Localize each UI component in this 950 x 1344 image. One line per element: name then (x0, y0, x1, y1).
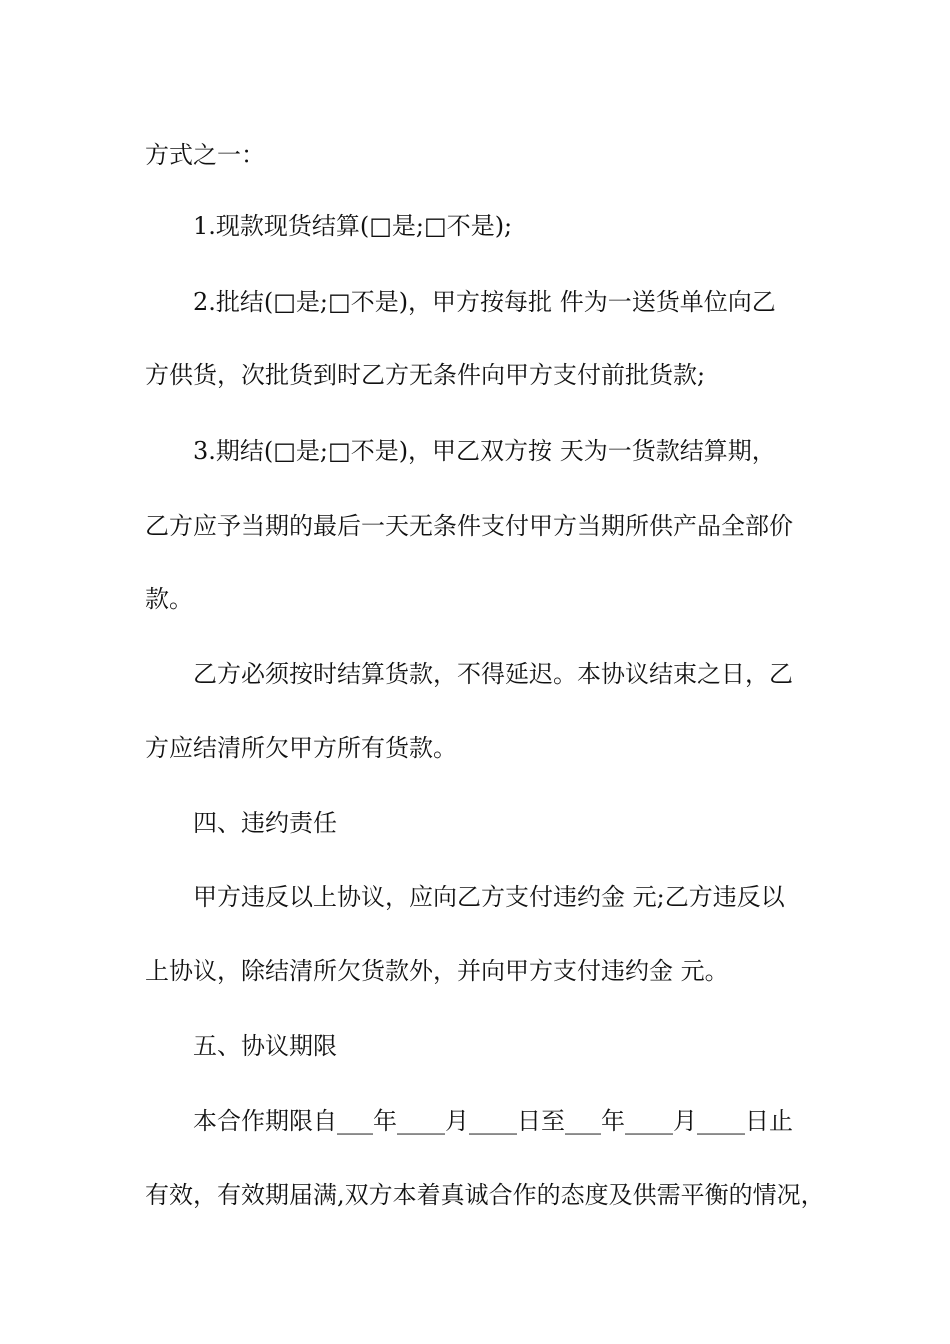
text-line-period-settlement-cont: 乙方应予当期的最后一天无条件支付甲方当期所供产品全部价 (145, 512, 793, 540)
section-heading-term: 五、协议期限 (193, 1032, 337, 1060)
text-line-liability-cont: 上协议，除结清所欠货款外，并向甲方支付违约金 元。 (145, 957, 729, 985)
text-line-period-settlement: 3.期结(□是;□不是)，甲乙双方按 天为一货款结算期， (193, 437, 776, 465)
text-line-payment-methods-intro: 方式之一： (145, 141, 265, 169)
text-line-batch-settlement: 2.批结(□是;□不是)，甲方按每批 件为一送货单位向乙 (193, 288, 776, 316)
section-heading-liability: 四、违约责任 (193, 809, 337, 837)
text-line-period-settlement-end: 款。 (145, 585, 193, 613)
text-line-term-cont: 有效，有效期届满,双方本着真诚合作的态度及供需平衡的情况， (145, 1181, 825, 1209)
text-line-term: 本合作期限自___年____月____日至___年____月____日止 (193, 1107, 793, 1135)
text-line-timely-settlement-cont: 方应结清所欠甲方所有货款。 (145, 734, 457, 762)
text-line-liability: 甲方违反以上协议，应向乙方支付违约金 元;乙方违反以 (193, 883, 785, 911)
text-line-batch-settlement-cont: 方供货，次批货到时乙方无条件向甲方支付前批货款; (145, 361, 706, 389)
text-line-timely-settlement: 乙方必须按时结算货款，不得延迟。本协议结束之日，乙 (193, 660, 793, 688)
text-line-cash-settlement: 1.现款现货结算(□是;□不是); (193, 212, 513, 240)
